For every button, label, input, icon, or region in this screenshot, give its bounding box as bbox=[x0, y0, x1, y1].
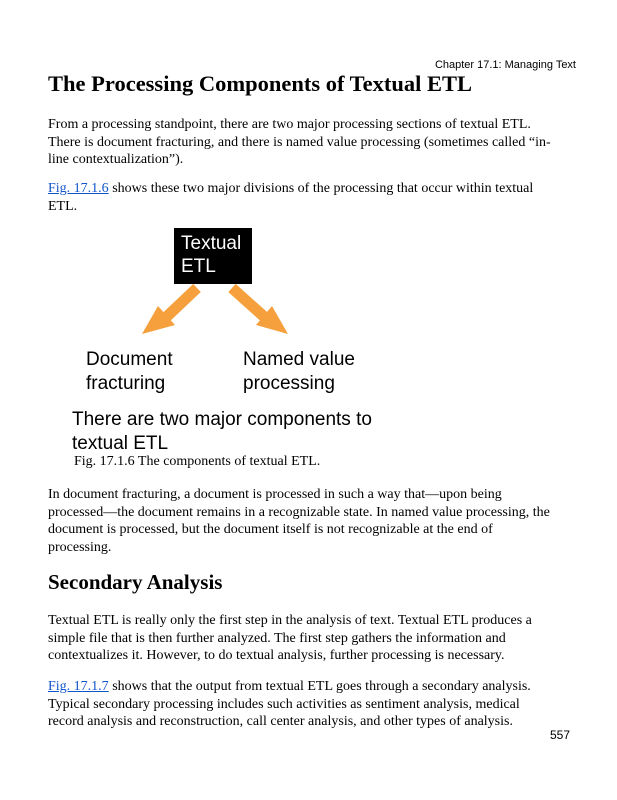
paragraph-text: shows these two major divisions of the processing that occur within textual bbox=[108, 181, 534, 196]
paragraph-line: document is processed, but the document itself is not recognizable at the end of bbox=[48, 522, 493, 537]
left-arrow bbox=[142, 288, 197, 334]
page-number: 557 bbox=[549, 728, 570, 742]
box-label-line: ETL bbox=[181, 256, 216, 277]
box-label-line: Textual bbox=[181, 233, 242, 254]
summary-line: There are two major components to bbox=[72, 409, 372, 430]
paragraph-line: processed—the document remains in a recognizable state. In named value processing, the bbox=[48, 504, 550, 520]
paragraph-text: shows that the output from textual ETL goes through a secondary analysis. bbox=[108, 679, 531, 694]
label-line: processing bbox=[243, 373, 335, 394]
paragraph-line bbox=[48, 678, 578, 696]
paragraph-line: contextualizes it. However, to do textual analysis, further processing is necessary. bbox=[48, 648, 505, 663]
chapter-header: Chapter 17.1: Managing Text bbox=[434, 59, 576, 71]
right-arrow bbox=[232, 288, 288, 334]
figure-summary-text bbox=[72, 408, 372, 456]
paragraph-line: line contextualization”). bbox=[48, 152, 184, 167]
figure-link-17-1-7[interactable]: Fig. 17.1.7 bbox=[48, 679, 109, 694]
paragraph-document-fracturing bbox=[48, 486, 578, 556]
label-line: fracturing bbox=[86, 373, 166, 394]
document-fracturing-label bbox=[86, 348, 173, 396]
section-title-processing-components: The Processing Components of Textual ETL bbox=[48, 71, 473, 96]
paragraph-line: processing. bbox=[48, 539, 112, 555]
paragraph-line: Typical secondary processing includes such activities as sentiment analysis, medical bbox=[48, 696, 520, 712]
paragraph-line: From a processing standpoint, there are two major processing sections of textual ETL. bbox=[48, 117, 531, 132]
paragraph-line: simple file that is then further analyzed. The first step gathers the information and bbox=[48, 630, 506, 646]
label-line: Named value bbox=[243, 349, 355, 370]
paragraph-line: In document fracturing, a document is processed in such a way that—upon being bbox=[48, 487, 502, 502]
section-title-secondary-analysis: Secondary Analysis bbox=[48, 570, 223, 594]
paragraph-secondary-figure-reference bbox=[48, 678, 578, 731]
figure-caption: Fig. 17.1.6 The components of textual ETL. bbox=[74, 454, 321, 469]
summary-line: textual ETL bbox=[72, 433, 169, 454]
named-value-processing-label bbox=[243, 348, 355, 396]
paragraph-line: record analysis and reconstruction, call center analysis, and other types of analysis. bbox=[48, 714, 513, 729]
figure-link-17-1-6[interactable]: Fig. 17.1.6 bbox=[48, 181, 109, 196]
paragraph-line: Textual ETL is really only the first step in the analysis of text. Textual ETL produces a bbox=[48, 613, 532, 628]
paragraph-line: ETL. bbox=[48, 198, 78, 214]
paragraph-secondary-intro bbox=[48, 612, 578, 665]
label-line: Document bbox=[86, 349, 173, 370]
paragraph-line: There is document fracturing, and there is named value processing (sometimes called “in- bbox=[48, 134, 551, 150]
